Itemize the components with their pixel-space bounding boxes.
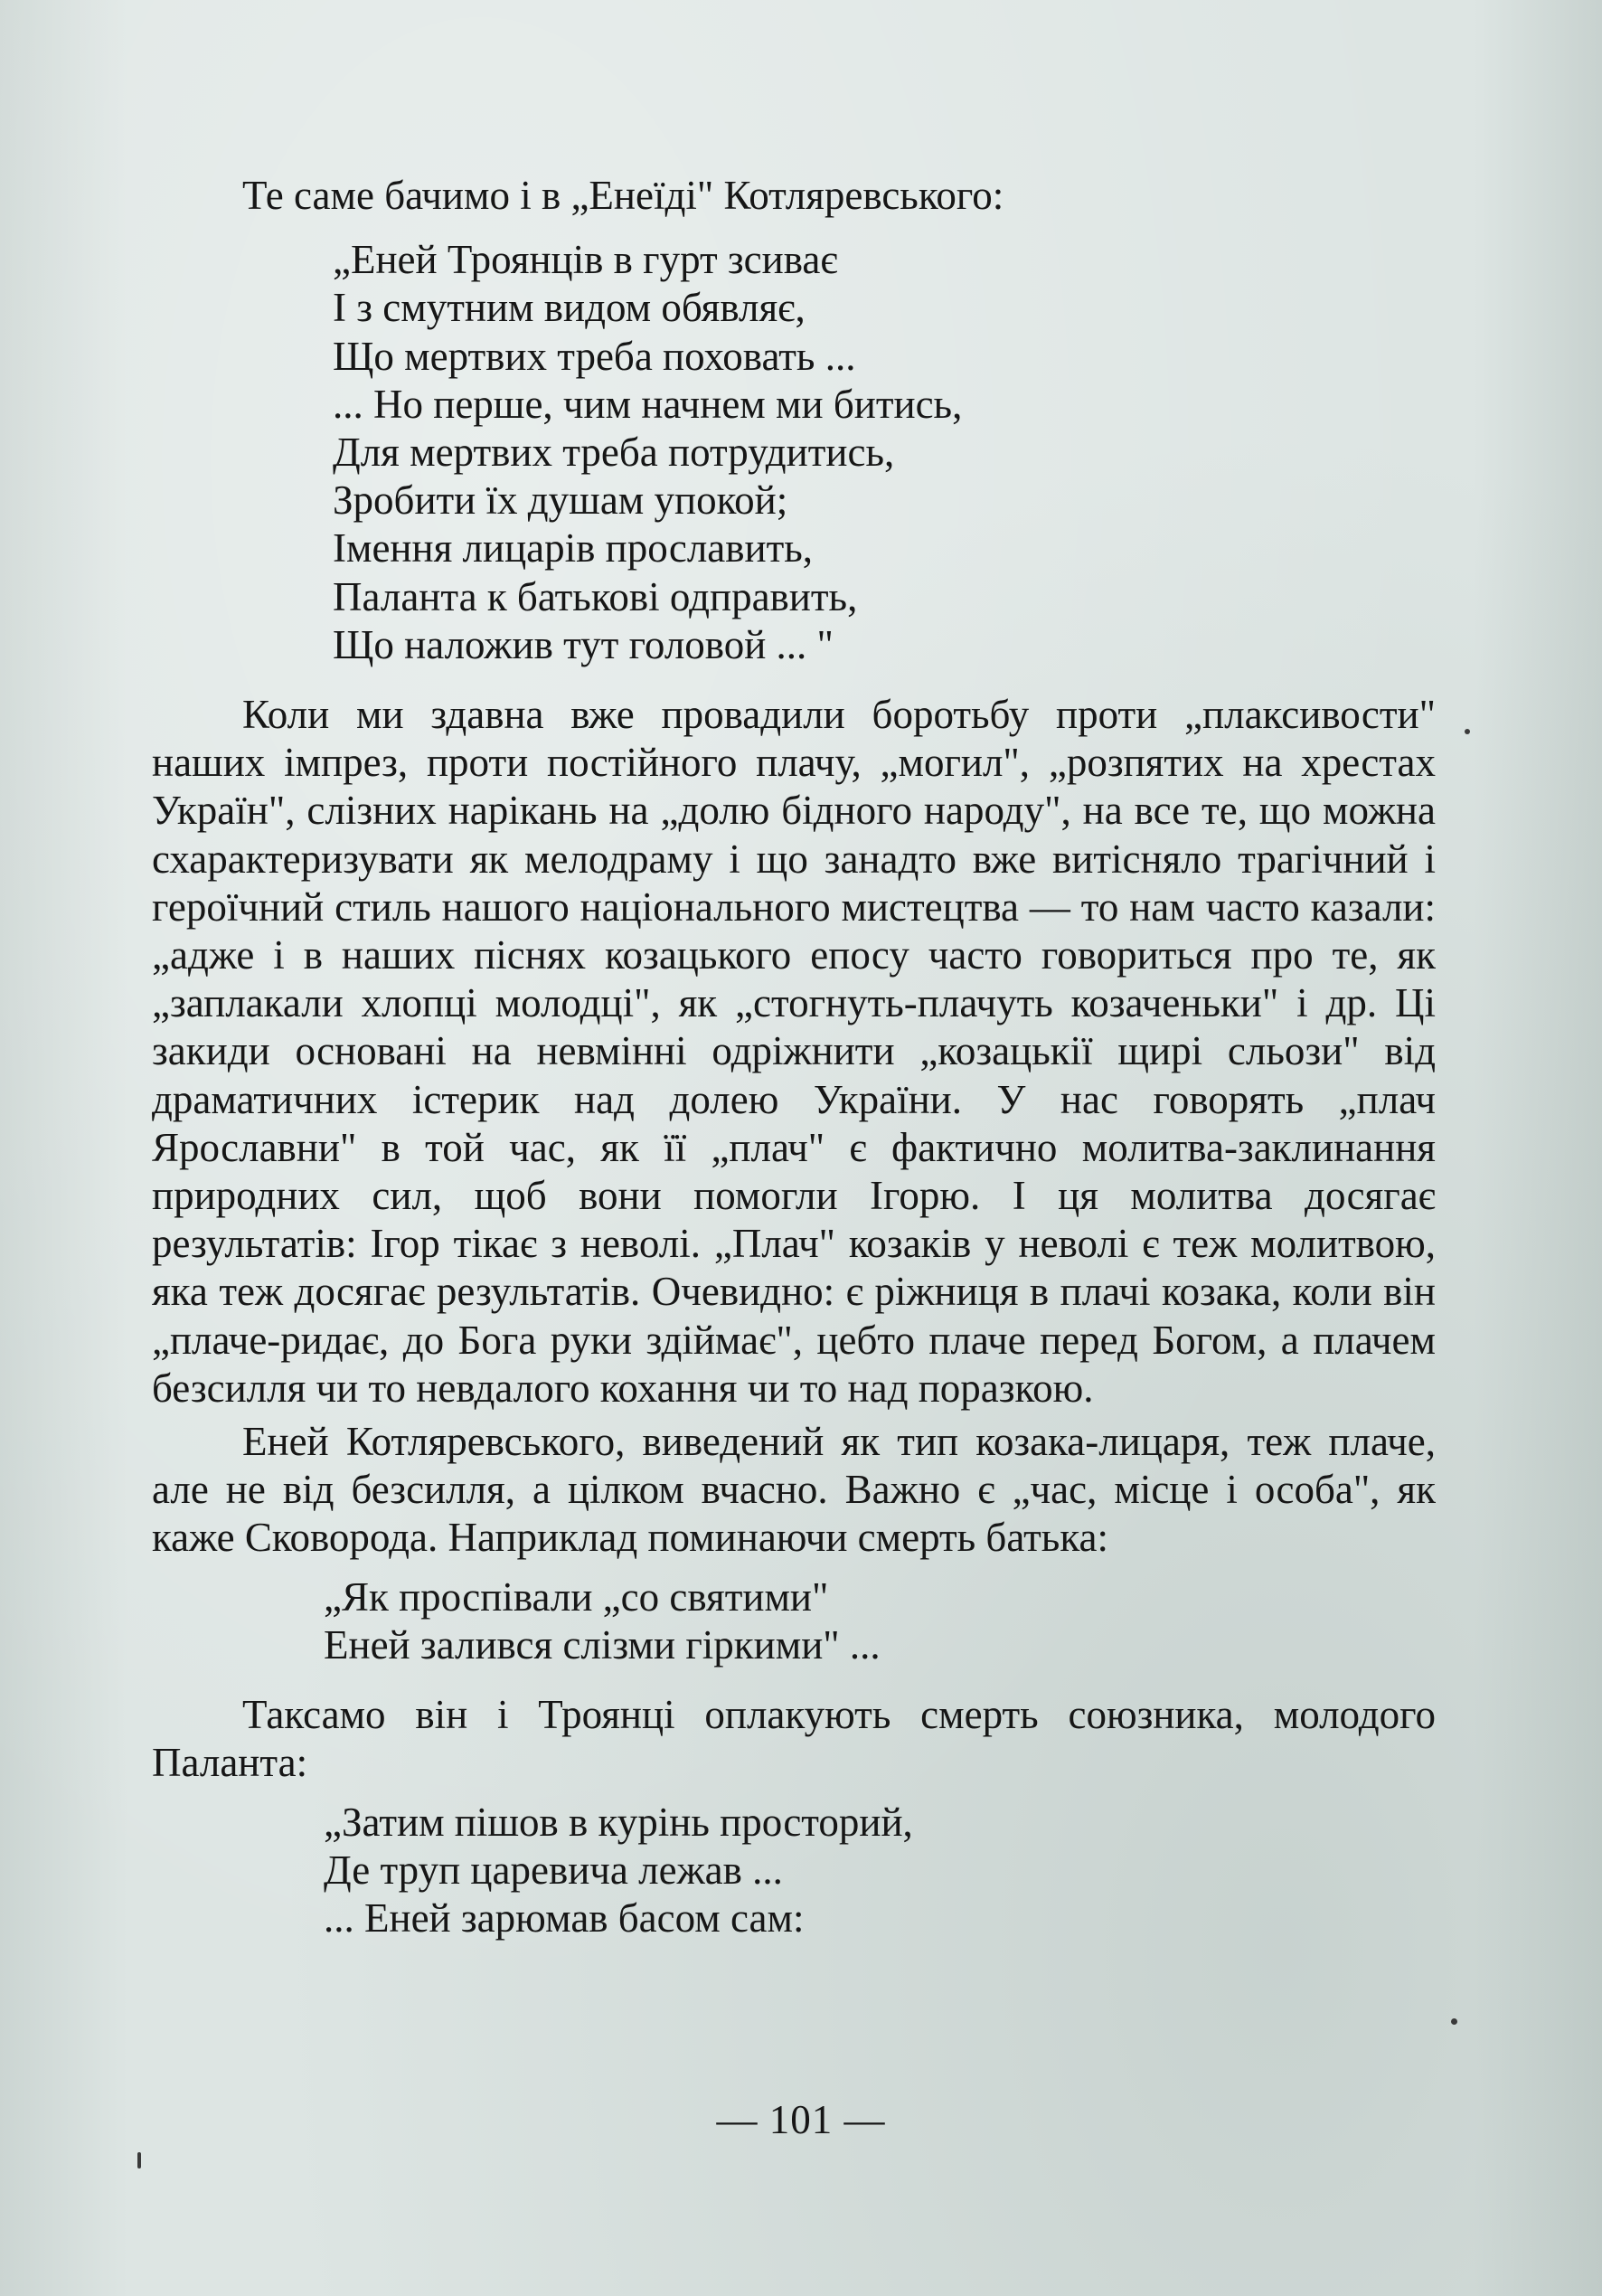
poem-line: Що наложив тут головой ... ": [333, 621, 834, 667]
poem-line: Для мертвих треба потрудитись,: [333, 430, 895, 476]
paragraph: Таксамо він і Троянці оплакують смерть союзника, молодого Паланта:: [152, 1692, 1436, 1786]
poem-line: Що мертвих треба поховать ...: [333, 333, 856, 379]
poem-line: „Затим пішов в курінь просторий,: [324, 1799, 913, 1845]
paragraph: Еней Котляревського, виведений як тип козака-лицаря, теж плаче, але не від безсилля, а цілком вчасно. Важно є „час, місце і особа", як каже Сковорода. Наприклад поминаючи смерть батька:: [152, 1419, 1436, 1561]
poem-line: Паланта к батькові одправить,: [333, 573, 858, 619]
poem-line: ... Но перше, чим начнем ми битись,: [333, 381, 963, 427]
page-number: — 101 —: [716, 2097, 886, 2142]
paragraph: Коли ми здавна вже провадили боротьбу проти „плаксивости" наших імпрез, проти постійного плачу, „могил", „розпятих на хрестах Україн", слізних нарікань на „долю бідного народу", на все те, що можна схарактеризувати як мелодраму і що занадто вже витісняло трагічний і героїчний стиль нашого національного мистецтва — то нам часто казали: „адже і в наших піснях козацького епосу часто говориться про те, як „заплакали хлопці молодці", як „стогнуть-плачуть козаченьки" і др. Ці закиди основані на невмінні одріжнити „козацькії щирі сльози" від драматичних істерик над долею України. У нас говорять „плач Ярославни" в той час, як її „плач" є фактично молитва-заклинання природних сил, щоб вони помогли Ігорю. І ця молитва досягає результатів: Ігор тікає з неволі. „Плач" козаків у неволі є теж молитвою, яка теж досягає результатів. Очевидно: є ріжниця в плачі козака, коли він „плаче-ридає, до Бога руки здіймає", цебто плаче перед Богом, а плачем безсилля чи то невдалого кохання чи то над поразкою.: [152, 692, 1436, 1411]
margin-mark: [137, 2152, 141, 2168]
intro-line: Те саме бачимо і в „Енеїді" Котляревського:: [242, 173, 1004, 218]
poem-line: Імення лицарів прославить,: [333, 525, 814, 572]
poem-line: „Еней Троянців в гурт зсиває: [333, 237, 838, 283]
poem-quote-1: [333, 236, 1436, 669]
page-text: [152, 172, 1436, 1964]
print-speck: [1465, 729, 1470, 734]
poem-line: ... Еней зарюмав басом сам:: [324, 1894, 805, 1941]
poem-line: Де труп царевича лежав ...: [324, 1847, 783, 1893]
poem-line: Зробити їх душам упокой;: [333, 477, 788, 524]
print-speck: [1451, 2018, 1457, 2025]
poem-quote-3: [324, 1799, 1436, 1943]
poem-line: Еней залився слізми гіркими" ...: [324, 1621, 881, 1668]
poem-quote-2: [324, 1573, 1436, 1669]
poem-line: І з смутним видом обявляє,: [333, 285, 806, 331]
poem-line: „Як проспівали „со святими": [324, 1573, 829, 1620]
